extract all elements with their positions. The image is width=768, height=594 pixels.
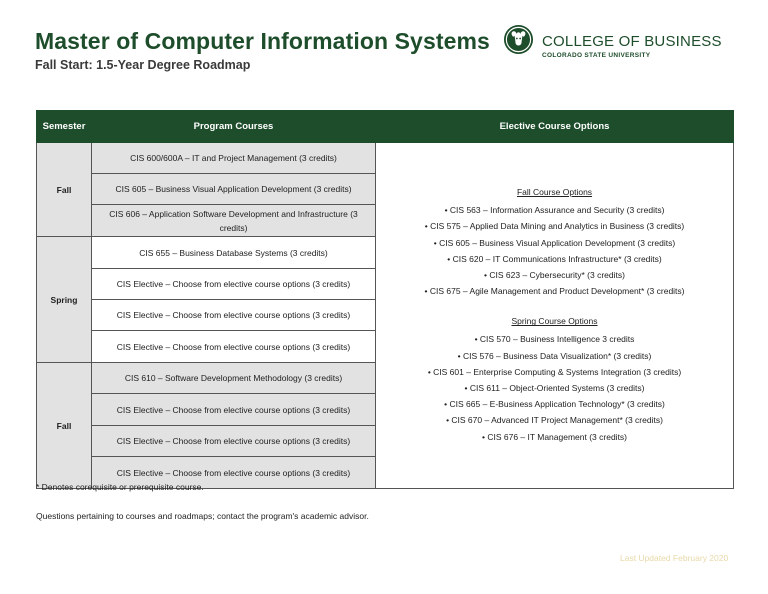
fall-options-heading: Fall Course Options: [516, 187, 593, 198]
header-program-courses: Program Courses: [92, 111, 376, 143]
header-semester: Semester: [37, 111, 92, 143]
course-cell: CIS Elective – Choose from elective course options (3 credits): [92, 331, 376, 363]
list-item: • CIS 576 – Business Data Visualization* (3 credits): [380, 348, 729, 364]
list-item: • CIS 611 – Object-Oriented Systems (3 credits): [380, 380, 729, 396]
semester-fall-1: Fall: [37, 143, 92, 237]
course-cell: CIS 600/600A – IT and Project Management (3 credits): [92, 143, 376, 174]
list-item: • CIS 575 – Applied Data Mining and Analytics in Business (3 credits): [380, 218, 729, 234]
list-item: • CIS 620 – IT Communications Infrastructure* (3 credits): [380, 251, 729, 267]
list-item: • CIS 675 – Agile Management and Product Development* (3 credits): [380, 283, 729, 299]
page-title: Master of Computer Information Systems: [35, 28, 490, 54]
logo-university-name: COLORADO STATE UNIVERSITY: [542, 52, 651, 59]
ram-seal-icon: [503, 24, 534, 55]
list-item: • CIS 601 – Enterprise Computing & Systems Integration (3 credits): [380, 364, 729, 380]
spring-options-heading: Spring Course Options: [511, 316, 598, 327]
list-item: • CIS 670 – Advanced IT Project Management* (3 credits): [380, 412, 729, 428]
table-row: [37, 143, 734, 174]
course-cell: CIS Elective – Choose from elective course options (3 credits): [92, 457, 376, 489]
page-subtitle: Fall Start: 1.5-Year Degree Roadmap: [35, 58, 251, 72]
course-cell: CIS 655 – Business Database Systems (3 credits): [92, 237, 376, 269]
course-cell: CIS Elective – Choose from elective course options (3 credits): [92, 269, 376, 300]
course-cell: CIS 610 – Software Development Methodology (3 credits): [92, 363, 376, 394]
semester-fall-2: Fall: [37, 363, 92, 489]
list-item: • CIS 570 – Business Intelligence 3 credits: [380, 331, 729, 347]
last-updated-label: Last Updated February 2020: [620, 553, 729, 563]
list-item: • CIS 676 – IT Management (3 credits): [380, 429, 729, 445]
course-cell: CIS Elective – Choose from elective course options (3 credits): [92, 426, 376, 457]
advisor-note: Questions pertaining to courses and roadmaps; contact the program's academic advisor.: [36, 511, 369, 521]
degree-roadmap-table: [36, 110, 734, 489]
list-item: • CIS 623 – Cybersecurity* (3 credits): [380, 267, 729, 283]
course-cell: CIS Elective – Choose from elective course options (3 credits): [92, 394, 376, 426]
elective-options-cell: [376, 143, 734, 489]
list-item: • CIS 605 – Business Visual Application Development (3 credits): [380, 235, 729, 251]
course-cell: CIS 605 – Business Visual Application Development (3 credits): [92, 174, 376, 205]
logo-college-name: COLLEGE OF BUSINESS: [542, 33, 722, 50]
course-cell: CIS Elective – Choose from elective course options (3 credits): [92, 300, 376, 331]
spring-options-list: [380, 331, 729, 444]
corequisite-note: * Denotes corequisite or prerequisite course.: [36, 482, 204, 492]
fall-options-list: [380, 202, 729, 299]
list-item: • CIS 665 – E-Business Application Technology* (3 credits): [380, 396, 729, 412]
header-elective-options: Elective Course Options: [376, 111, 734, 143]
semester-spring: Spring: [37, 237, 92, 363]
course-cell: CIS 606 – Application Software Development and Infrastructure (3 credits): [92, 205, 376, 237]
table-header-row: [37, 111, 734, 143]
list-item: • CIS 563 – Information Assurance and Security (3 credits): [380, 202, 729, 218]
